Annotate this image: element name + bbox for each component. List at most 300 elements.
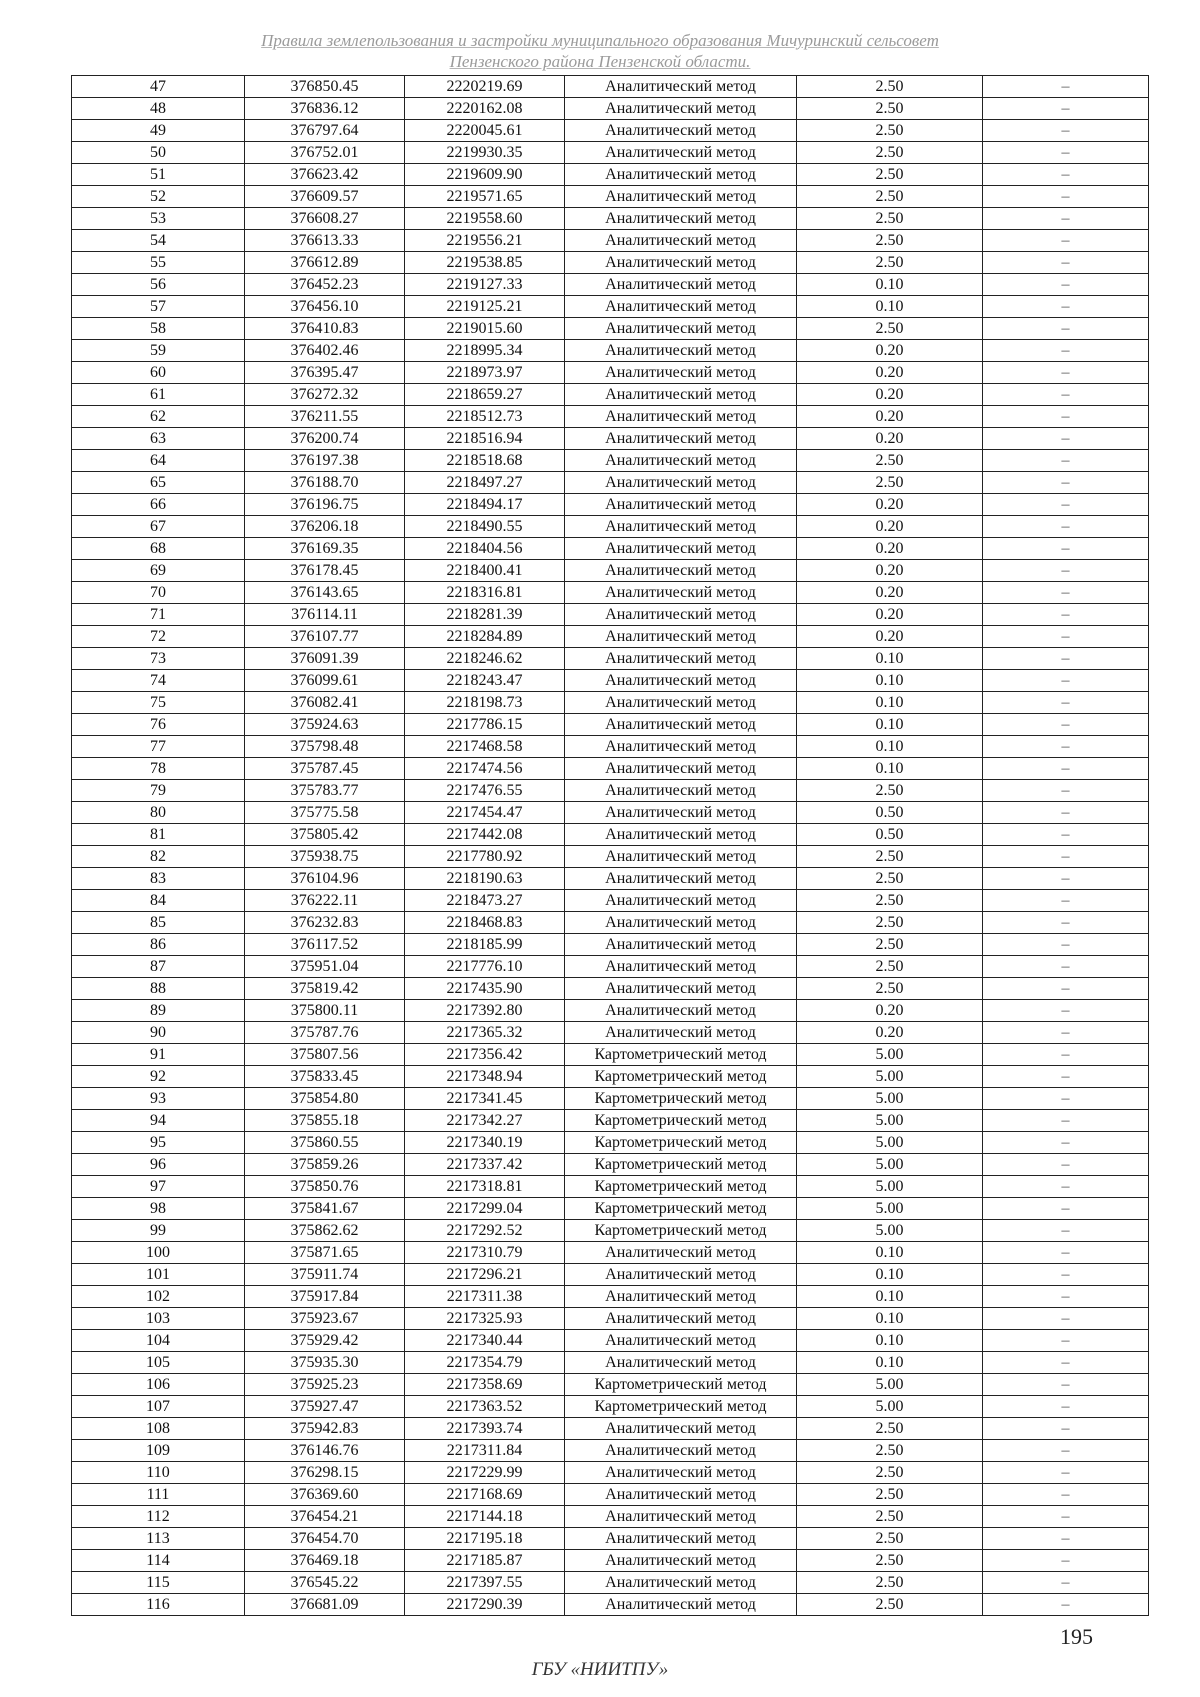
x-coordinate-cell: 376197.38 bbox=[245, 450, 405, 472]
accuracy-cell: 2.50 bbox=[797, 76, 983, 98]
note-cell: – bbox=[983, 912, 1149, 934]
method-cell: Аналитический метод bbox=[565, 802, 797, 824]
y-coordinate-cell: 2217363.52 bbox=[405, 1396, 565, 1418]
accuracy-cell: 0.10 bbox=[797, 648, 983, 670]
point-number-cell: 86 bbox=[72, 934, 245, 956]
point-number-cell: 76 bbox=[72, 714, 245, 736]
note-cell: – bbox=[983, 362, 1149, 384]
accuracy-cell: 0.10 bbox=[797, 1264, 983, 1286]
x-coordinate-cell: 376456.10 bbox=[245, 296, 405, 318]
x-coordinate-cell: 375787.76 bbox=[245, 1022, 405, 1044]
table-row bbox=[72, 956, 1149, 978]
y-coordinate-cell: 2218512.73 bbox=[405, 406, 565, 428]
table-row bbox=[72, 1352, 1149, 1374]
x-coordinate-cell: 376681.09 bbox=[245, 1594, 405, 1616]
accuracy-cell: 0.10 bbox=[797, 1286, 983, 1308]
y-coordinate-cell: 2218284.89 bbox=[405, 626, 565, 648]
y-coordinate-cell: 2217354.79 bbox=[405, 1352, 565, 1374]
table-row bbox=[72, 934, 1149, 956]
x-coordinate-cell: 376114.11 bbox=[245, 604, 405, 626]
point-number-cell: 64 bbox=[72, 450, 245, 472]
y-coordinate-cell: 2218494.17 bbox=[405, 494, 565, 516]
y-coordinate-cell: 2217195.18 bbox=[405, 1528, 565, 1550]
y-coordinate-cell: 2219930.35 bbox=[405, 142, 565, 164]
note-cell: – bbox=[983, 714, 1149, 736]
accuracy-cell: 2.50 bbox=[797, 450, 983, 472]
table-row bbox=[72, 1132, 1149, 1154]
y-coordinate-cell: 2219125.21 bbox=[405, 296, 565, 318]
y-coordinate-cell: 2217397.55 bbox=[405, 1572, 565, 1594]
method-cell: Аналитический метод bbox=[565, 1308, 797, 1330]
accuracy-cell: 0.20 bbox=[797, 340, 983, 362]
y-coordinate-cell: 2218497.27 bbox=[405, 472, 565, 494]
y-coordinate-cell: 2217342.27 bbox=[405, 1110, 565, 1132]
note-cell: – bbox=[983, 1374, 1149, 1396]
page-footer: ГБУ «НИИТПУ» bbox=[531, 1659, 669, 1680]
note-cell: – bbox=[983, 1418, 1149, 1440]
table-row bbox=[72, 1198, 1149, 1220]
table-row bbox=[72, 142, 1149, 164]
method-cell: Аналитический метод bbox=[565, 582, 797, 604]
note-cell: – bbox=[983, 1022, 1149, 1044]
method-cell: Аналитический метод bbox=[565, 406, 797, 428]
y-coordinate-cell: 2218404.56 bbox=[405, 538, 565, 560]
method-cell: Аналитический метод bbox=[565, 1242, 797, 1264]
note-cell: – bbox=[983, 538, 1149, 560]
method-cell: Аналитический метод bbox=[565, 560, 797, 582]
accuracy-cell: 5.00 bbox=[797, 1396, 983, 1418]
point-number-cell: 80 bbox=[72, 802, 245, 824]
accuracy-cell: 0.20 bbox=[797, 626, 983, 648]
note-cell: – bbox=[983, 1506, 1149, 1528]
accuracy-cell: 0.20 bbox=[797, 1022, 983, 1044]
table-row bbox=[72, 780, 1149, 802]
y-coordinate-cell: 2217776.10 bbox=[405, 956, 565, 978]
note-cell: – bbox=[983, 1550, 1149, 1572]
point-number-cell: 72 bbox=[72, 626, 245, 648]
point-number-cell: 92 bbox=[72, 1066, 245, 1088]
table-row bbox=[72, 714, 1149, 736]
table-row bbox=[72, 1066, 1149, 1088]
point-number-cell: 102 bbox=[72, 1286, 245, 1308]
table-row bbox=[72, 340, 1149, 362]
y-coordinate-cell: 2218198.73 bbox=[405, 692, 565, 714]
accuracy-cell: 2.50 bbox=[797, 846, 983, 868]
table-row bbox=[72, 1374, 1149, 1396]
accuracy-cell: 2.50 bbox=[797, 978, 983, 1000]
method-cell: Аналитический метод bbox=[565, 934, 797, 956]
y-coordinate-cell: 2219127.33 bbox=[405, 274, 565, 296]
point-number-cell: 60 bbox=[72, 362, 245, 384]
point-number-cell: 100 bbox=[72, 1242, 245, 1264]
point-number-cell: 58 bbox=[72, 318, 245, 340]
x-coordinate-cell: 375927.47 bbox=[245, 1396, 405, 1418]
table-row bbox=[72, 296, 1149, 318]
accuracy-cell: 0.10 bbox=[797, 1308, 983, 1330]
y-coordinate-cell: 2217299.04 bbox=[405, 1198, 565, 1220]
point-number-cell: 83 bbox=[72, 868, 245, 890]
accuracy-cell: 2.50 bbox=[797, 1462, 983, 1484]
x-coordinate-cell: 376200.74 bbox=[245, 428, 405, 450]
table-row bbox=[72, 692, 1149, 714]
y-coordinate-cell: 2218316.81 bbox=[405, 582, 565, 604]
y-coordinate-cell: 2217392.80 bbox=[405, 1000, 565, 1022]
y-coordinate-cell: 2217341.45 bbox=[405, 1088, 565, 1110]
note-cell: – bbox=[983, 1286, 1149, 1308]
note-cell: – bbox=[983, 1154, 1149, 1176]
table-row bbox=[72, 318, 1149, 340]
method-cell: Аналитический метод bbox=[565, 340, 797, 362]
table-row bbox=[72, 648, 1149, 670]
table-row bbox=[72, 626, 1149, 648]
accuracy-cell: 2.50 bbox=[797, 1418, 983, 1440]
accuracy-cell: 5.00 bbox=[797, 1198, 983, 1220]
accuracy-cell: 2.50 bbox=[797, 912, 983, 934]
y-coordinate-cell: 2217358.69 bbox=[405, 1374, 565, 1396]
y-coordinate-cell: 2217340.19 bbox=[405, 1132, 565, 1154]
x-coordinate-cell: 375841.67 bbox=[245, 1198, 405, 1220]
y-coordinate-cell: 2217786.15 bbox=[405, 714, 565, 736]
note-cell: – bbox=[983, 1264, 1149, 1286]
x-coordinate-cell: 375775.58 bbox=[245, 802, 405, 824]
y-coordinate-cell: 2218473.27 bbox=[405, 890, 565, 912]
accuracy-cell: 0.10 bbox=[797, 714, 983, 736]
method-cell: Картометрический метод bbox=[565, 1176, 797, 1198]
point-number-cell: 91 bbox=[72, 1044, 245, 1066]
table-row bbox=[72, 1396, 1149, 1418]
point-number-cell: 63 bbox=[72, 428, 245, 450]
note-cell: – bbox=[983, 98, 1149, 120]
note-cell: – bbox=[983, 1242, 1149, 1264]
x-coordinate-cell: 376146.76 bbox=[245, 1440, 405, 1462]
y-coordinate-cell: 2219609.90 bbox=[405, 164, 565, 186]
x-coordinate-cell: 376410.83 bbox=[245, 318, 405, 340]
x-coordinate-cell: 376222.11 bbox=[245, 890, 405, 912]
point-number-cell: 81 bbox=[72, 824, 245, 846]
method-cell: Аналитический метод bbox=[565, 472, 797, 494]
table-row bbox=[72, 120, 1149, 142]
x-coordinate-cell: 376298.15 bbox=[245, 1462, 405, 1484]
method-cell: Аналитический метод bbox=[565, 274, 797, 296]
note-cell: – bbox=[983, 120, 1149, 142]
y-coordinate-cell: 2217474.56 bbox=[405, 758, 565, 780]
y-coordinate-cell: 2218281.39 bbox=[405, 604, 565, 626]
note-cell: – bbox=[983, 296, 1149, 318]
y-coordinate-cell: 2217337.42 bbox=[405, 1154, 565, 1176]
note-cell: – bbox=[983, 1066, 1149, 1088]
method-cell: Аналитический метод bbox=[565, 1264, 797, 1286]
x-coordinate-cell: 375938.75 bbox=[245, 846, 405, 868]
y-coordinate-cell: 2217144.18 bbox=[405, 1506, 565, 1528]
y-coordinate-cell: 2217393.74 bbox=[405, 1418, 565, 1440]
accuracy-cell: 0.10 bbox=[797, 1352, 983, 1374]
point-number-cell: 47 bbox=[72, 76, 245, 98]
method-cell: Аналитический метод bbox=[565, 1528, 797, 1550]
x-coordinate-cell: 376454.21 bbox=[245, 1506, 405, 1528]
method-cell: Аналитический метод bbox=[565, 186, 797, 208]
note-cell: – bbox=[983, 274, 1149, 296]
method-cell: Аналитический метод bbox=[565, 1550, 797, 1572]
x-coordinate-cell: 376169.35 bbox=[245, 538, 405, 560]
point-number-cell: 105 bbox=[72, 1352, 245, 1374]
x-coordinate-cell: 375911.74 bbox=[245, 1264, 405, 1286]
accuracy-cell: 5.00 bbox=[797, 1220, 983, 1242]
accuracy-cell: 2.50 bbox=[797, 1506, 983, 1528]
method-cell: Аналитический метод bbox=[565, 736, 797, 758]
table-row bbox=[72, 98, 1149, 120]
accuracy-cell: 2.50 bbox=[797, 472, 983, 494]
point-number-cell: 77 bbox=[72, 736, 245, 758]
accuracy-cell: 0.10 bbox=[797, 274, 983, 296]
accuracy-cell: 5.00 bbox=[797, 1066, 983, 1088]
y-coordinate-cell: 2217468.58 bbox=[405, 736, 565, 758]
method-cell: Аналитический метод bbox=[565, 1000, 797, 1022]
point-number-cell: 78 bbox=[72, 758, 245, 780]
note-cell: – bbox=[983, 1572, 1149, 1594]
method-cell: Аналитический метод bbox=[565, 494, 797, 516]
note-cell: – bbox=[983, 1396, 1149, 1418]
method-cell: Аналитический метод bbox=[565, 758, 797, 780]
note-cell: – bbox=[983, 802, 1149, 824]
note-cell: – bbox=[983, 1352, 1149, 1374]
x-coordinate-cell: 376117.52 bbox=[245, 934, 405, 956]
y-coordinate-cell: 2218468.83 bbox=[405, 912, 565, 934]
point-number-cell: 113 bbox=[72, 1528, 245, 1550]
note-cell: – bbox=[983, 978, 1149, 1000]
accuracy-cell: 2.50 bbox=[797, 98, 983, 120]
table-row bbox=[72, 1088, 1149, 1110]
point-number-cell: 69 bbox=[72, 560, 245, 582]
accuracy-cell: 2.50 bbox=[797, 252, 983, 274]
note-cell: – bbox=[983, 230, 1149, 252]
table-row bbox=[72, 868, 1149, 890]
note-cell: – bbox=[983, 76, 1149, 98]
x-coordinate-cell: 375798.48 bbox=[245, 736, 405, 758]
point-number-cell: 87 bbox=[72, 956, 245, 978]
table-row bbox=[72, 1308, 1149, 1330]
point-number-cell: 48 bbox=[72, 98, 245, 120]
y-coordinate-cell: 2219571.65 bbox=[405, 186, 565, 208]
point-number-cell: 111 bbox=[72, 1484, 245, 1506]
note-cell: – bbox=[983, 384, 1149, 406]
point-number-cell: 59 bbox=[72, 340, 245, 362]
y-coordinate-cell: 2217356.42 bbox=[405, 1044, 565, 1066]
accuracy-cell: 2.50 bbox=[797, 1594, 983, 1616]
x-coordinate-cell: 375833.45 bbox=[245, 1066, 405, 1088]
accuracy-cell: 0.20 bbox=[797, 384, 983, 406]
note-cell: – bbox=[983, 648, 1149, 670]
table-row bbox=[72, 1000, 1149, 1022]
x-coordinate-cell: 376623.42 bbox=[245, 164, 405, 186]
table-row bbox=[72, 516, 1149, 538]
method-cell: Аналитический метод bbox=[565, 692, 797, 714]
note-cell: – bbox=[983, 164, 1149, 186]
accuracy-cell: 0.20 bbox=[797, 1000, 983, 1022]
point-number-cell: 52 bbox=[72, 186, 245, 208]
method-cell: Аналитический метод bbox=[565, 1594, 797, 1616]
y-coordinate-cell: 2220045.61 bbox=[405, 120, 565, 142]
table-row bbox=[72, 758, 1149, 780]
table-row bbox=[72, 1528, 1149, 1550]
accuracy-cell: 5.00 bbox=[797, 1044, 983, 1066]
table-row bbox=[72, 890, 1149, 912]
note-cell: – bbox=[983, 868, 1149, 890]
y-coordinate-cell: 2218185.99 bbox=[405, 934, 565, 956]
y-coordinate-cell: 2217296.21 bbox=[405, 1264, 565, 1286]
table-row bbox=[72, 274, 1149, 296]
accuracy-cell: 0.20 bbox=[797, 516, 983, 538]
accuracy-cell: 5.00 bbox=[797, 1154, 983, 1176]
point-number-cell: 109 bbox=[72, 1440, 245, 1462]
y-coordinate-cell: 2218518.68 bbox=[405, 450, 565, 472]
accuracy-cell: 2.50 bbox=[797, 780, 983, 802]
x-coordinate-cell: 376211.55 bbox=[245, 406, 405, 428]
table-row bbox=[72, 76, 1149, 98]
accuracy-cell: 0.20 bbox=[797, 428, 983, 450]
table-row bbox=[72, 230, 1149, 252]
note-cell: – bbox=[983, 472, 1149, 494]
table-row bbox=[72, 494, 1149, 516]
y-coordinate-cell: 2219538.85 bbox=[405, 252, 565, 274]
point-number-cell: 107 bbox=[72, 1396, 245, 1418]
x-coordinate-cell: 375859.26 bbox=[245, 1154, 405, 1176]
table-row bbox=[72, 362, 1149, 384]
table-row bbox=[72, 252, 1149, 274]
x-coordinate-cell: 376232.83 bbox=[245, 912, 405, 934]
accuracy-cell: 2.50 bbox=[797, 208, 983, 230]
note-cell: – bbox=[983, 428, 1149, 450]
method-cell: Аналитический метод bbox=[565, 516, 797, 538]
note-cell: – bbox=[983, 560, 1149, 582]
method-cell: Аналитический метод bbox=[565, 670, 797, 692]
table-row bbox=[72, 208, 1149, 230]
table-row bbox=[72, 1484, 1149, 1506]
method-cell: Аналитический метод bbox=[565, 1440, 797, 1462]
x-coordinate-cell: 376206.18 bbox=[245, 516, 405, 538]
table-row bbox=[72, 428, 1149, 450]
point-number-cell: 99 bbox=[72, 1220, 245, 1242]
note-cell: – bbox=[983, 1198, 1149, 1220]
method-cell: Аналитический метод bbox=[565, 142, 797, 164]
note-cell: – bbox=[983, 1110, 1149, 1132]
accuracy-cell: 2.50 bbox=[797, 1528, 983, 1550]
coordinates-table-body bbox=[72, 76, 1149, 1616]
table-row bbox=[72, 1594, 1149, 1616]
x-coordinate-cell: 376402.46 bbox=[245, 340, 405, 362]
x-coordinate-cell: 376082.41 bbox=[245, 692, 405, 714]
point-number-cell: 97 bbox=[72, 1176, 245, 1198]
method-cell: Картометрический метод bbox=[565, 1088, 797, 1110]
method-cell: Аналитический метод bbox=[565, 626, 797, 648]
method-cell: Картометрический метод bbox=[565, 1110, 797, 1132]
note-cell: – bbox=[983, 1220, 1149, 1242]
x-coordinate-cell: 376836.12 bbox=[245, 98, 405, 120]
y-coordinate-cell: 2217290.39 bbox=[405, 1594, 565, 1616]
table-row bbox=[72, 824, 1149, 846]
accuracy-cell: 5.00 bbox=[797, 1110, 983, 1132]
x-coordinate-cell: 376469.18 bbox=[245, 1550, 405, 1572]
x-coordinate-cell: 376104.96 bbox=[245, 868, 405, 890]
method-cell: Аналитический метод bbox=[565, 868, 797, 890]
note-cell: – bbox=[983, 626, 1149, 648]
accuracy-cell: 0.20 bbox=[797, 560, 983, 582]
point-number-cell: 85 bbox=[72, 912, 245, 934]
point-number-cell: 101 bbox=[72, 1264, 245, 1286]
accuracy-cell: 2.50 bbox=[797, 318, 983, 340]
method-cell: Аналитический метод bbox=[565, 1484, 797, 1506]
method-cell: Аналитический метод bbox=[565, 780, 797, 802]
note-cell: – bbox=[983, 1440, 1149, 1462]
note-cell: – bbox=[983, 208, 1149, 230]
y-coordinate-cell: 2218190.63 bbox=[405, 868, 565, 890]
method-cell: Аналитический метод bbox=[565, 538, 797, 560]
table-row bbox=[72, 802, 1149, 824]
page-number: 195 bbox=[1060, 1624, 1093, 1649]
method-cell: Аналитический метод bbox=[565, 164, 797, 186]
note-cell: – bbox=[983, 450, 1149, 472]
y-coordinate-cell: 2217168.69 bbox=[405, 1484, 565, 1506]
point-number-cell: 110 bbox=[72, 1462, 245, 1484]
accuracy-cell: 5.00 bbox=[797, 1374, 983, 1396]
note-cell: – bbox=[983, 758, 1149, 780]
y-coordinate-cell: 2217340.44 bbox=[405, 1330, 565, 1352]
point-number-cell: 53 bbox=[72, 208, 245, 230]
method-cell: Аналитический метод bbox=[565, 208, 797, 230]
note-cell: – bbox=[983, 1462, 1149, 1484]
point-number-cell: 50 bbox=[72, 142, 245, 164]
note-cell: – bbox=[983, 692, 1149, 714]
y-coordinate-cell: 2218995.34 bbox=[405, 340, 565, 362]
x-coordinate-cell: 375862.62 bbox=[245, 1220, 405, 1242]
x-coordinate-cell: 376196.75 bbox=[245, 494, 405, 516]
method-cell: Аналитический метод bbox=[565, 384, 797, 406]
accuracy-cell: 2.50 bbox=[797, 164, 983, 186]
y-coordinate-cell: 2218659.27 bbox=[405, 384, 565, 406]
table-row bbox=[72, 1572, 1149, 1594]
point-number-cell: 84 bbox=[72, 890, 245, 912]
table-row bbox=[72, 1286, 1149, 1308]
x-coordinate-cell: 375942.83 bbox=[245, 1418, 405, 1440]
y-coordinate-cell: 2217476.55 bbox=[405, 780, 565, 802]
x-coordinate-cell: 376609.57 bbox=[245, 186, 405, 208]
table-row bbox=[72, 978, 1149, 1000]
x-coordinate-cell: 375819.42 bbox=[245, 978, 405, 1000]
x-coordinate-cell: 376452.23 bbox=[245, 274, 405, 296]
y-coordinate-cell: 2217318.81 bbox=[405, 1176, 565, 1198]
x-coordinate-cell: 375871.65 bbox=[245, 1242, 405, 1264]
x-coordinate-cell: 376188.70 bbox=[245, 472, 405, 494]
x-coordinate-cell: 375850.76 bbox=[245, 1176, 405, 1198]
note-cell: – bbox=[983, 1484, 1149, 1506]
note-cell: – bbox=[983, 1308, 1149, 1330]
header-line-1: Правила землепользования и застройки муниципального образования Мичуринский сельсовет bbox=[261, 31, 939, 50]
table-row bbox=[72, 582, 1149, 604]
note-cell: – bbox=[983, 252, 1149, 274]
table-row bbox=[72, 384, 1149, 406]
table-row bbox=[72, 1022, 1149, 1044]
method-cell: Аналитический метод bbox=[565, 912, 797, 934]
x-coordinate-cell: 376612.89 bbox=[245, 252, 405, 274]
point-number-cell: 106 bbox=[72, 1374, 245, 1396]
point-number-cell: 116 bbox=[72, 1594, 245, 1616]
x-coordinate-cell: 376178.45 bbox=[245, 560, 405, 582]
accuracy-cell: 0.20 bbox=[797, 582, 983, 604]
accuracy-cell: 0.20 bbox=[797, 406, 983, 428]
point-number-cell: 57 bbox=[72, 296, 245, 318]
point-number-cell: 70 bbox=[72, 582, 245, 604]
note-cell: – bbox=[983, 604, 1149, 626]
accuracy-cell: 2.50 bbox=[797, 186, 983, 208]
